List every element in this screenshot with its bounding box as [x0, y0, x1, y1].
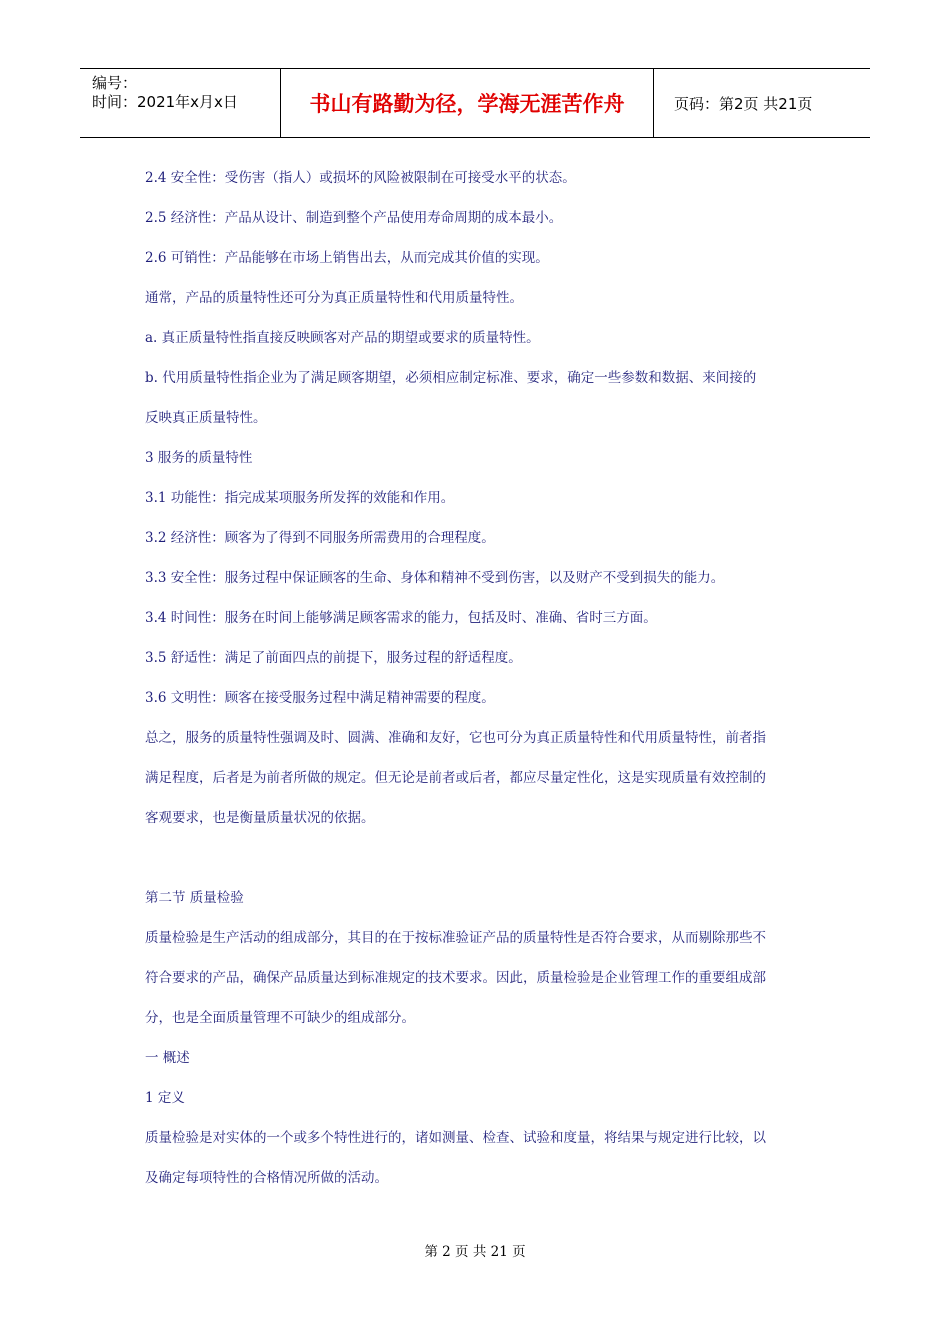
paragraph-summary-3: 客观要求，也是衡量质量状况的依据。	[145, 810, 375, 826]
paragraph-3-4: 3.4 时间性：服务在时间上能够满足顾客需求的能力，包括及时、准确、省时三方面。	[145, 610, 657, 626]
heading-definition: 1 定义	[145, 1090, 185, 1106]
paragraph-b: b. 代用质量特性指企业为了满足顾客期望，必须相应制定标准、要求，确定一些参数和数据、来间接的	[145, 370, 757, 386]
header-page-info	[664, 69, 870, 137]
paragraph-inspection-3: 分，也是全面质量管理不可缺少的组成部分。	[145, 1010, 415, 1026]
heading-overview: 一 概述	[145, 1050, 190, 1066]
page-footer: 第 2 页 共 21 页	[424, 1244, 526, 1260]
paragraph-summary-1: 总之，服务的质量特性强调及时、圆满、准确和友好，它也可分为真正质量特性和代用质量特性，前者指	[145, 730, 766, 746]
document-body	[145, 158, 810, 1198]
paragraph-3-5: 3.5 舒适性：满足了前面四点的前提下，服务过程的舒适程度。	[145, 650, 522, 666]
paragraph-3-3: 3.3 安全性：服务过程中保证顾客的生命、身体和精神不受到伤害，以及财产不受到损失的能力。	[145, 570, 725, 586]
time-label: 时间：2021年x月x日	[92, 93, 238, 111]
paragraph-definition-1: 质量检验是对实体的一个或多个特性进行的，诸如测量、检查、试验和度量，将结果与规定进行比较，以	[145, 1130, 766, 1146]
paragraph-3-2: 3.2 经济性：顾客为了得到不同服务所需费用的合理程度。	[145, 530, 495, 546]
page-info-text: 页码：第2页 共21页	[674, 94, 813, 113]
section-gap	[145, 838, 810, 878]
paragraph-2-4: 2.4 安全性：受伤害（指人）或损坏的风险被限制在可接受水平的状态。	[145, 170, 576, 186]
paragraph-definition-2: 及确定每项特性的合格情况所做的活动。	[145, 1170, 388, 1186]
paragraph-inspection-1: 质量检验是生产活动的组成部分，其目的在于按标准验证产品的质量特性是否符合要求，从而剔除那些不	[145, 930, 766, 946]
paragraph-inspection-2: 符合要求的产品，确保产品质量达到标准规定的技术要求。因此，质量检验是企业管理工作的重要组成部	[145, 970, 766, 986]
header-motto: 书山有路勤为径，学海无涯苦作舟	[281, 69, 654, 137]
paragraph-b-cont: 反映真正质量特性。	[145, 410, 267, 426]
number-label: 编号：	[92, 74, 138, 92]
header-meta	[80, 69, 281, 137]
section-heading: 第二节 质量检验	[145, 890, 244, 906]
paragraph-a: a. 真正质量特性指直接反映顾客对产品的期望或要求的质量特性。	[145, 330, 540, 346]
paragraph-3-1: 3.1 功能性：指完成某项服务所发挥的效能和作用。	[145, 490, 455, 506]
paragraph-intro: 通常，产品的质量特性还可分为真正质量特性和代用质量特性。	[145, 290, 523, 306]
paragraph-3-6: 3.6 文明性：顾客在接受服务过程中满足精神需要的程度。	[145, 690, 495, 706]
page-header	[80, 68, 870, 138]
paragraph-2-5: 2.5 经济性：产品从设计、制造到整个产品使用寿命周期的成本最小。	[145, 210, 563, 226]
paragraph-2-6: 2.6 可销性：产品能够在市场上销售出去，从而完成其价值的实现。	[145, 250, 549, 266]
heading-3: 3 服务的质量特性	[145, 450, 253, 466]
paragraph-summary-2: 满足程度，后者是为前者所做的规定。但无论是前者或后者，都应尽量定性化，这是实现质量有效控制的	[145, 770, 766, 786]
